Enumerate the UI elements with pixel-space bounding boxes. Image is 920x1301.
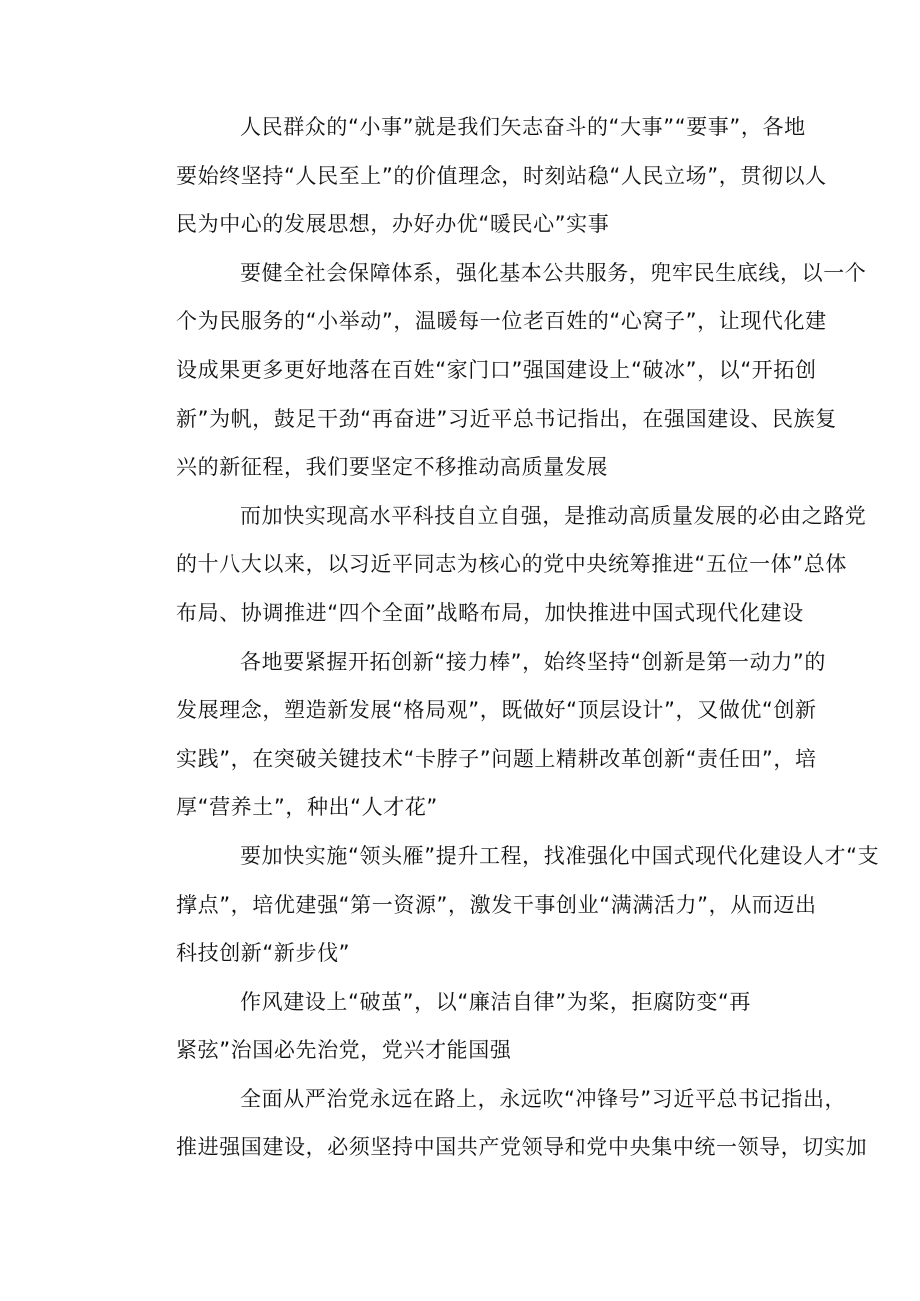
text-line: 要始终坚持“人民至上”的价值理念，时刻站稳“人民立场”，贯彻以人 <box>176 163 827 188</box>
text-line: 紧弦”治国必先治党，党兴才能国强 <box>176 1038 512 1063</box>
text-line: 民为中心的发展思想，办好办优“暖民心”实事 <box>176 212 610 237</box>
text-line: 的十八大以来，以习近平同志为核心的党中央统筹推进“五位一体”总体 <box>176 552 847 577</box>
text-line: 新”为帆，鼓足干劲“再奋进”习近平总书记指出，在强国建设、民族复 <box>176 406 837 431</box>
paragraph-6 <box>134 978 790 1075</box>
document-body <box>134 103 880 1172</box>
paragraph-4 <box>134 638 826 832</box>
text-line: 要加快实施“领头雁”提升工程，找准强化中国式现代化建设人才“支 <box>240 843 880 868</box>
text-line: 布局、协调推进“四个全面”战略布局，加快推进中国式现代化建设 <box>176 600 804 625</box>
text-line: 个为民服务的“小举动”，温暖每一位老百姓的“心窝子”，让现代化建 <box>176 309 827 334</box>
text-line: 设成果更多更好地落在百姓“家门口”强国建设上“破冰”，以“开拓创 <box>176 357 817 382</box>
text-line: 科技创新“新步伐” <box>176 941 351 966</box>
text-line: 撑点”，培优建强“第一资源”，激发干事创业“满满活力”，从而迈出 <box>176 892 817 917</box>
text-line: 人民群众的“小事”就是我们矢志奋斗的“大事”“要事”，各地 <box>240 115 806 139</box>
paragraph-3 <box>134 492 867 638</box>
paragraph-2 <box>134 249 867 492</box>
text-line: 而加快实现高水平科技自立自强，是推动高质量发展的必由之路党 <box>240 503 867 528</box>
paragraph-5 <box>134 832 880 978</box>
text-line: 发展理念，塑造新发展“格局观”，既做好“顶层设计”，又做优“创新 <box>176 698 817 723</box>
text-line: 厚“营养土”，种出“人才花” <box>176 795 438 820</box>
text-line: 作风建设上“破茧”，以“廉洁自律”为桨，拒腐防变“再 <box>240 989 751 1014</box>
text-line: 全面从严治党永远在路上，永远吹“冲锋号”习近平总书记指出， <box>240 1086 847 1111</box>
text-line: 各地要紧握开拓创新“接力棒”，始终坚持“创新是第一动力”的 <box>240 649 826 674</box>
paragraph-7 <box>134 1075 868 1172</box>
text-line: 实践”，在突破关键技术“卡脖子”问题上精耕改革创新“责任田”，培 <box>176 746 817 771</box>
paragraph-1 <box>134 103 827 249</box>
text-line: 兴的新征程，我们要坚定不移推动高质量发展 <box>176 455 608 480</box>
text-line: 推进强国建设，必须坚持中国共产党领导和党中央集中统一领导，切实加 <box>176 1135 868 1160</box>
text-line: 要健全社会保障体系，强化基本公共服务，兜牢民生底线，以一个 <box>240 260 867 285</box>
